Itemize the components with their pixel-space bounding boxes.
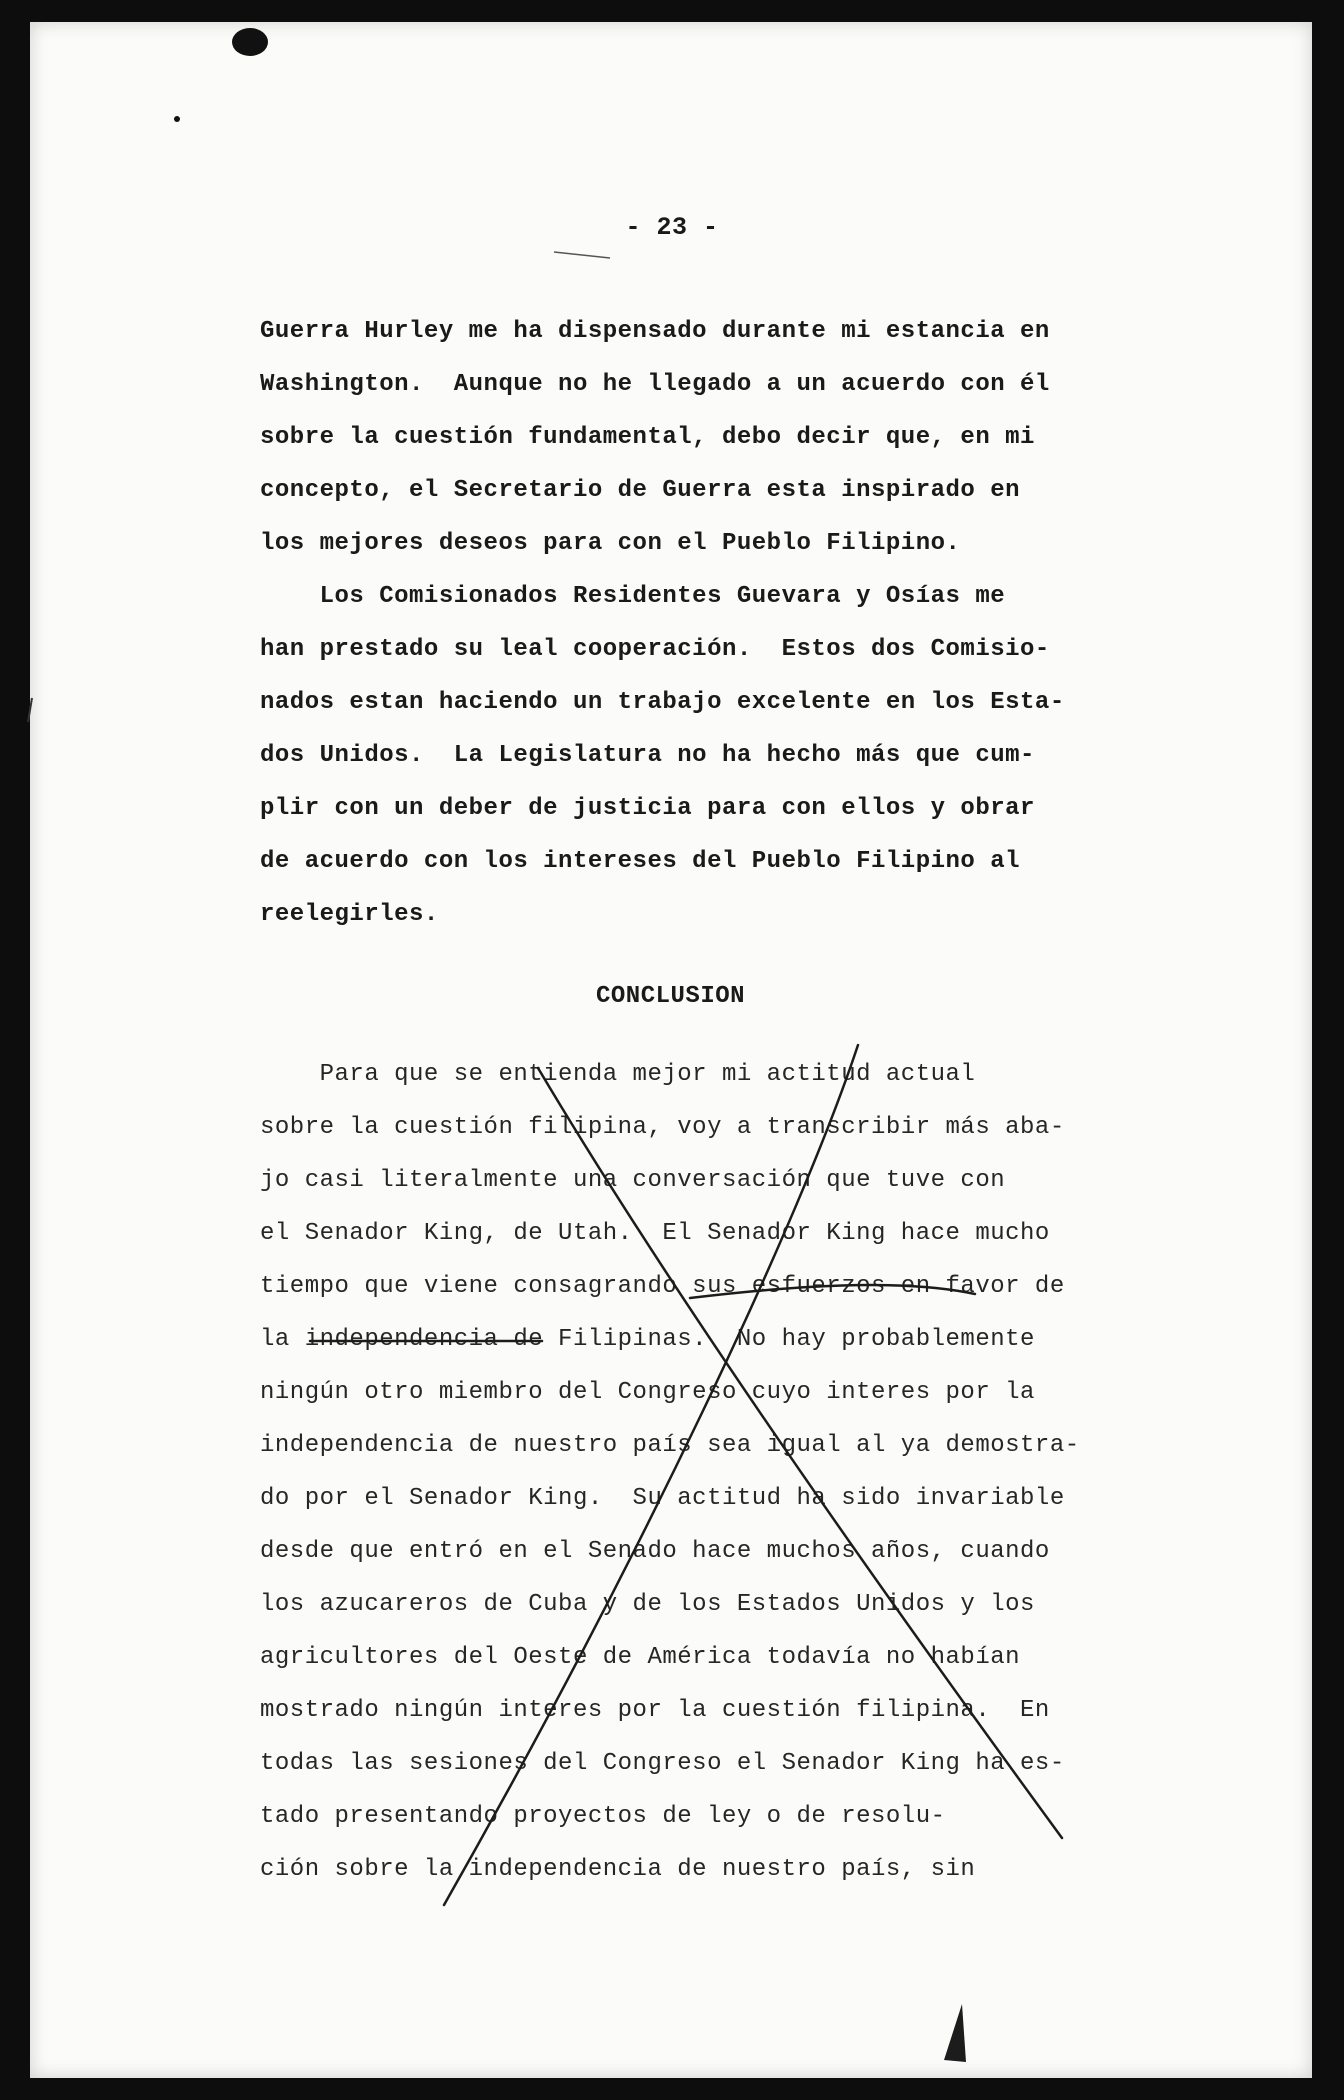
- ink-dot: [174, 116, 180, 122]
- text-line: mostrado ningún interes por la cuestión filipina. En: [260, 1697, 1050, 1724]
- page-number: - 23 -: [625, 213, 719, 242]
- text-line: los azucareros de Cuba y de los Estados Unidos y los: [260, 1591, 1035, 1618]
- text-line: desde que entró en el Senado hace muchos años, cuando: [260, 1538, 1050, 1565]
- text-line: tado presentando proyectos de ley o de resolu-: [260, 1803, 946, 1830]
- text-line: sobre la cuestión fundamental, debo decir que, en mi: [260, 424, 1035, 451]
- text-line: plir con un deber de justicia para con ellos y obrar: [260, 795, 1035, 822]
- text-line: todas las sesiones del Congreso el Senador King ha es-: [260, 1750, 1065, 1777]
- text-line: agricultores del Oeste de América todavía no habían: [260, 1644, 1021, 1671]
- text-line: han prestado su leal cooperación. Estos dos Comisio-: [260, 636, 1050, 663]
- text-line: ción sobre la independencia de nuestro país, sin: [260, 1856, 976, 1883]
- section-heading: CONCLUSION: [596, 983, 746, 1010]
- text-line: independencia de nuestro país sea igual al ya demostra-: [260, 1432, 1080, 1459]
- text-line: los mejores deseos para con el Pueblo Filipino.: [260, 530, 961, 557]
- text-line: Washington. Aunque no he llegado a un acuerdo con él: [260, 371, 1050, 398]
- text-line: Guerra Hurley me ha dispensado durante mi estancia en: [260, 318, 1050, 345]
- text-line: ningún otro miembro del Congreso cuyo interes por la: [260, 1379, 1035, 1406]
- text-line: jo casi literalmente una conversación que tuve con: [260, 1167, 1006, 1194]
- text-line: tiempo que viene consagrando sus esfuerzos en favor de: [260, 1273, 1065, 1300]
- text-line: do por el Senador King. Su actitud ha sido invariable: [260, 1485, 1065, 1512]
- text-line: concepto, el Secretario de Guerra esta inspirado en: [260, 477, 1021, 504]
- text-line: nados estan haciendo un trabajo excelente en los Esta-: [260, 689, 1065, 716]
- text-line: reelegirles.: [260, 901, 439, 928]
- text-line: dos Unidos. La Legislatura no ha hecho más que cum-: [260, 742, 1035, 769]
- text-line: de acuerdo con los intereses del Pueblo Filipino al: [260, 848, 1021, 875]
- text-line: Los Comisionados Residentes Guevara y Osías me: [260, 583, 1006, 610]
- text-line: el Senador King, de Utah. El Senador King hace mucho: [260, 1220, 1050, 1247]
- text-line: Para que se entienda mejor mi actitud actual: [260, 1061, 976, 1088]
- ink-blot: [232, 28, 268, 56]
- text-line: sobre la cuestión filipina, voy a transcribir más aba-: [260, 1114, 1065, 1141]
- text-line: la independencia de Filipinas. No hay probablemente: [260, 1326, 1035, 1353]
